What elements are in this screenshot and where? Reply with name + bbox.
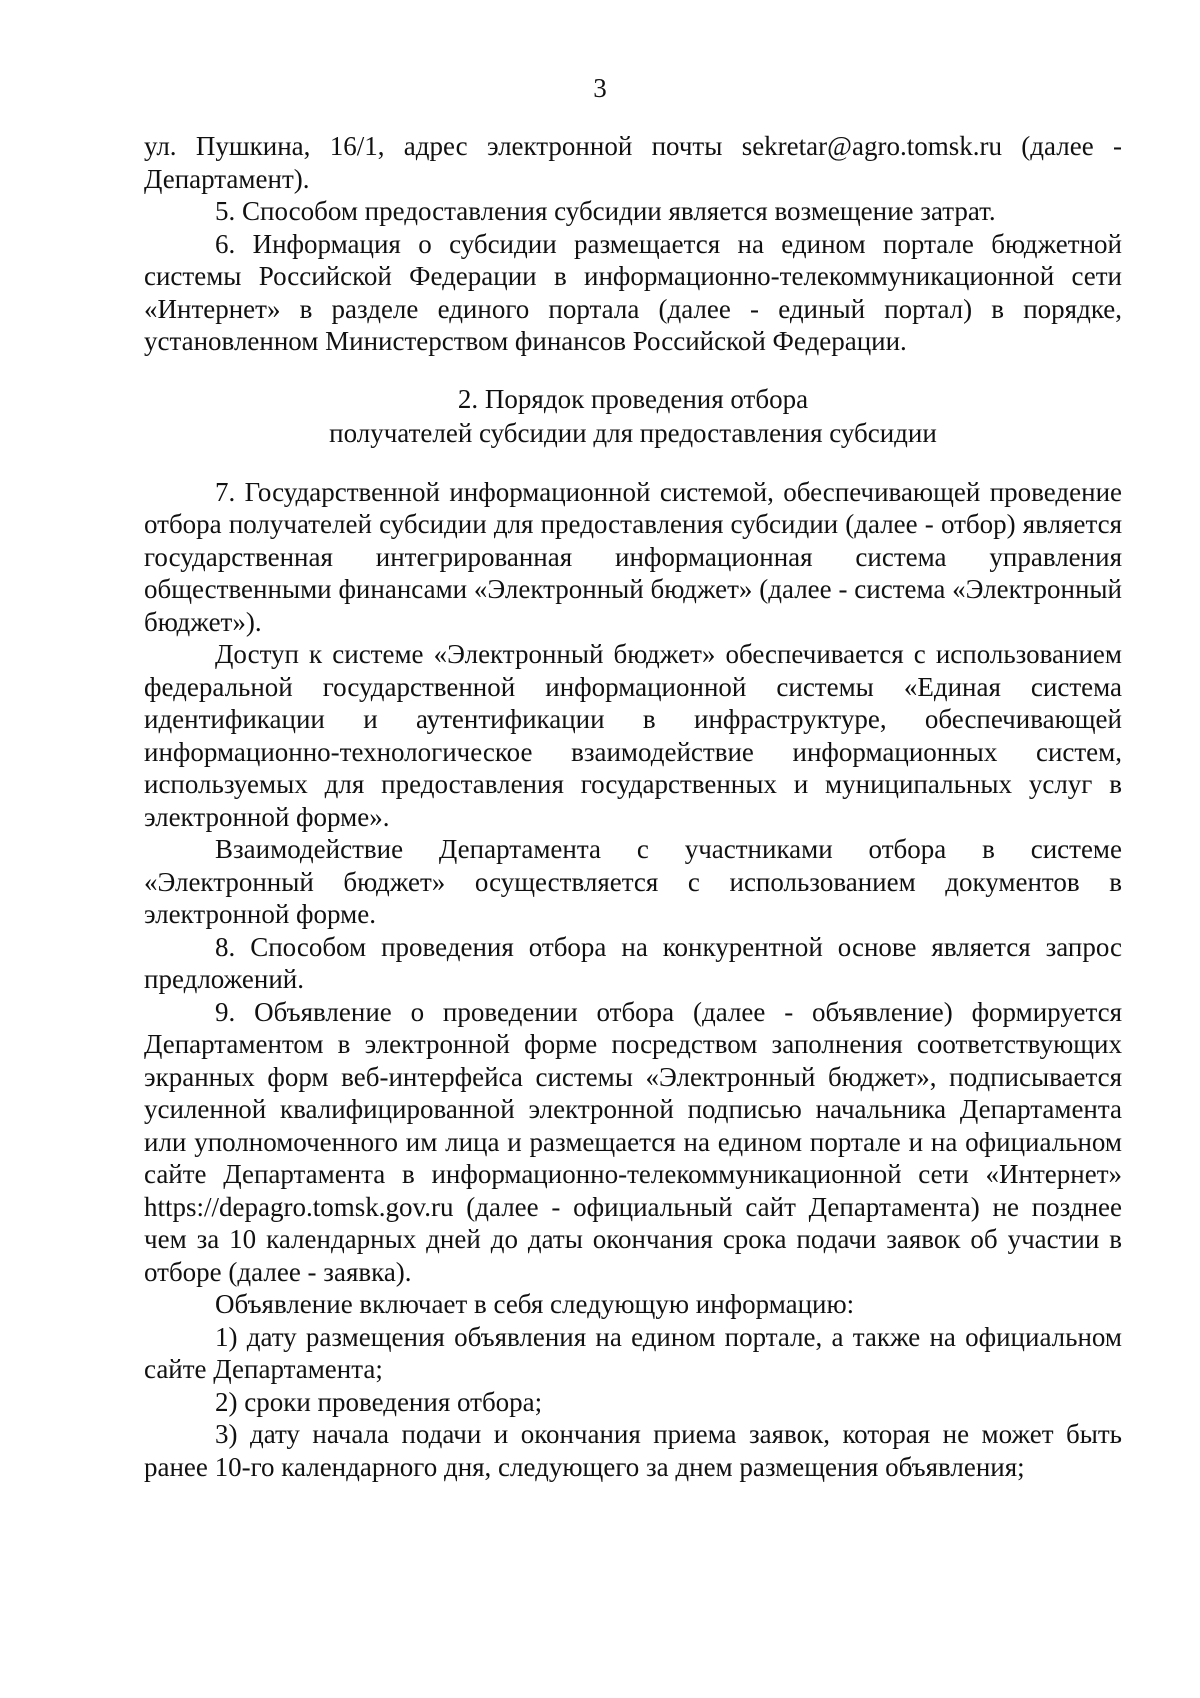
section-heading-line-2: получателей субсидии для предоставления субсидии	[329, 417, 937, 448]
paragraph-announcement-contents: Объявление включает в себя следующую информацию:	[215, 1289, 855, 1319]
document-body	[144, 130, 1122, 1483]
paragraph-9: 9. Объявление о проведении отбора (далее - объявление) формируется Департаментом в электронной форме посредством заполнения соответствующих экранных форм веб-интерфейса системы «Электронный бюджет», подписывается усиленной квалифицированной электронной подписью начальника Департамента или уполномоченного им лица и размещается на едином портале и на официальном сайте Департамента в информационно-телекоммуникационной сети «Интернет» https://depagro.tomsk.gov.ru (далее - официальный сайт Департамента) не позднее чем за 10 календарных дней до даты окончания срока подачи заявок об участии в отборе (далее - заявка).	[144, 996, 1122, 1287]
paragraph-8: 8. Способом проведения отбора на конкурентной основе является запрос предложений.	[144, 931, 1122, 994]
paragraph-5: 5. Способом предоставления субсидии является возмещение затрат.	[215, 196, 996, 226]
section-heading-line-1: 2. Порядок проведения отбора	[457, 383, 809, 414]
paragraph-address: ул. Пушкина, 16/1, адрес электронной почты sekretar@agro.tomsk.ru (далее - Департамент).	[144, 131, 1122, 194]
paragraph-7: 7. Государственной информационной системой, обеспечивающей проведение отбора получателей субсидии для предоставления субсидии (далее - отбор) является государственная интегрированная информационная система управления общественными финансами «Электронный бюджет» (далее - система «Электронный бюджет»).	[144, 476, 1122, 637]
list-item-3: 3) дату начала подачи и окончания приема заявок, которая не может быть ранее 10-го календарного дня, следующего за днем размещения объявления;	[144, 1419, 1122, 1482]
page-number: 3	[593, 73, 607, 103]
list-item-1: 1) дату размещения объявления на едином портале, а также на официальном сайте Департамента;	[144, 1321, 1122, 1384]
paragraph-6: 6. Информация о субсидии размещается на едином портале бюджетной системы Российской Федерации в информационно-телекоммуникационной сети «Интернет» в разделе единого портала (далее - единый портал) в порядке, установленном Министерством финансов Российской Федерации.	[144, 228, 1122, 356]
paragraph-interaction: Взаимодействие Департамента с участниками отбора в системе «Электронный бюджет» осуществляется с использованием документов в электронной форме.	[144, 834, 1122, 929]
paragraph-access: Доступ к системе «Электронный бюджет» обеспечивается с использованием федеральной государственной информационной системы «Единая система идентификации и аутентификации в инфраструктуре, обеспечивающей информационно-технологическое взаимодействие информационных систем, используемых для предоставления государственных и муниципальных услуг в электронной форме».	[144, 639, 1122, 832]
section-heading	[144, 382, 1122, 450]
list-item-2: 2) сроки проведения отбора;	[215, 1386, 543, 1417]
